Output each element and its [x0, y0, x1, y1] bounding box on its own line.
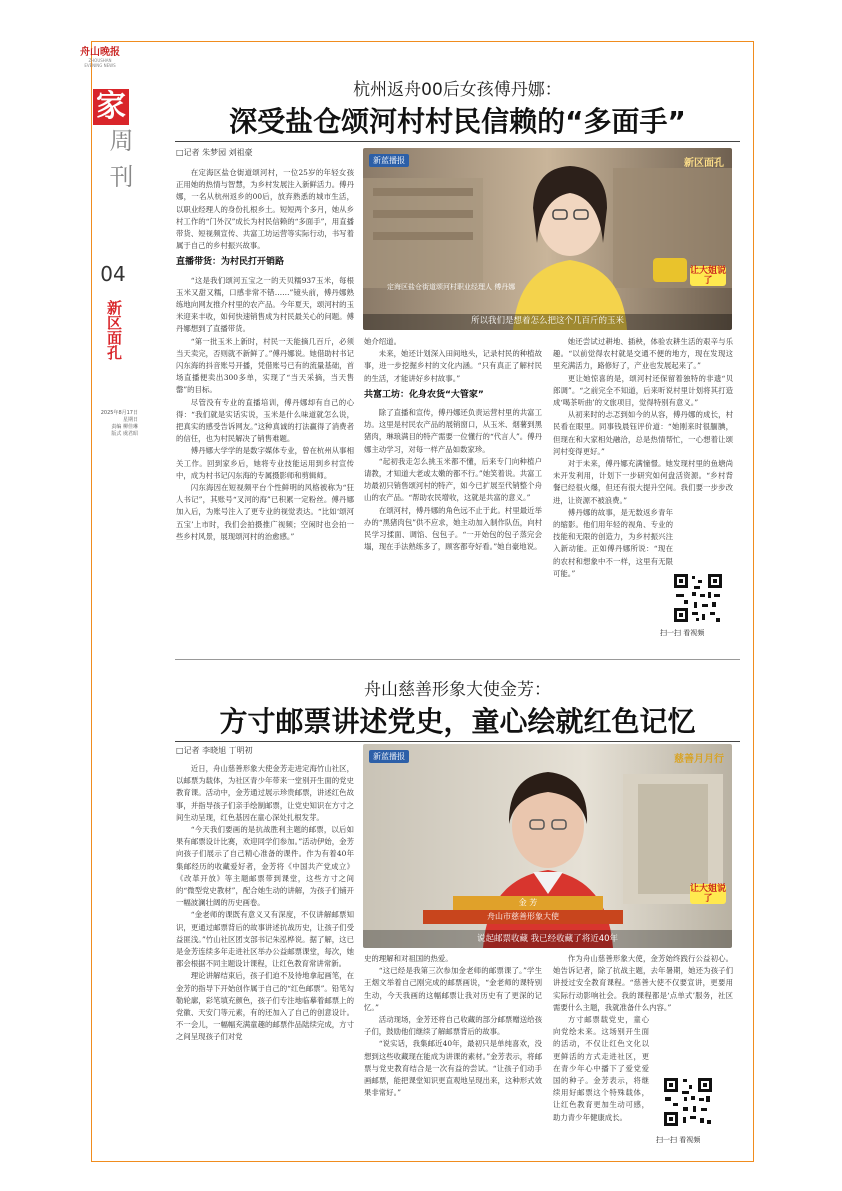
photo-tag-left: 新蓝播报	[369, 154, 409, 167]
article1-subhead-2: 共富工坊：化身农货“大管家”	[364, 389, 484, 400]
paragraph: “这已经是我第三次参加金老师的邮票课了。”学生王烟文举着自己刚完成的邮票画说，“金老师的课特别生动，今天我画的这幅邮票让我对历史有了更深的记忆。”	[364, 966, 542, 1012]
paragraph: 从初来时的忐忑到如今的从容，傅丹娜的成长，村民看在眼里。同事钱晨钰评价道：“她刚来时很腼腆，但现在和大家相处融洽，总是热情帮忙，一心想着让颂河村变得更好。”	[553, 410, 733, 456]
photo-caption-name: 定海区盐仓街道颂河村职业经理人 傅丹娜	[387, 283, 516, 291]
article2-qr-code[interactable]	[662, 1076, 714, 1128]
photo-badge: 让大姐说了	[690, 266, 727, 286]
article1-column-1	[176, 167, 354, 640]
section-label	[104, 300, 124, 360]
photo-tag-right: 慈善月月行	[674, 754, 724, 765]
paragraph: 对于未来，傅丹娜充满憧憬。她发现村里的鱼塘尚未开发利用，计划下一步研究如何盘活资源。“乡村背餐已经很火爆，但还有很大提升空间。我们要一步步改进，让资源不被浪费。”	[553, 459, 733, 505]
article2-byline: □记者 李晓旭 丁明初	[176, 746, 253, 755]
paragraph: “第一批玉米上新时，村民一天能摘几百斤，必须当天卖完，否则就不新鲜了。”傅丹娜说。她借助村书记闪东海的抖音账号开播，凭借账号已有的流量基础，首场直播便卖出300多单，实现了“当天采摘，当天售罄”的目标。	[176, 336, 354, 395]
article-separator	[175, 659, 740, 660]
paragraph: 她介绍道。	[364, 337, 401, 346]
photo-subtitle: 说起邮票收藏 我已经收藏了将近40年	[476, 934, 619, 944]
article2-kicker: 舟山慈善形象大使金芳：	[364, 680, 551, 700]
section-name	[100, 128, 133, 200]
article1-subhead-1: 直播带货：为村民打开销路	[176, 257, 285, 268]
article2-column-1	[176, 763, 354, 1146]
page-number: 04	[100, 262, 126, 286]
date-info	[90, 410, 138, 438]
newspaper-logo: 舟山晚报	[80, 47, 120, 58]
photo-subtitle: 所以我们是想着怎么把这个几百斤的玉米	[470, 316, 624, 326]
article2-qr-caption: 扫一扫 看视频	[656, 1136, 701, 1144]
article2-photo	[363, 744, 732, 948]
photo-caption-name: 金 芳	[453, 896, 603, 910]
article1-lead: 在定海区盐仓街道颂河村，一位25岁的年轻女孩正用她的热情与智慧，为乡村发展注入新鲜活力。傅丹娜，一名从杭州返乡的00后，放弃熟悉的城市生活，以职业经理人的身份扎根乡土。短短两个多月，她从乡村工作的“门外汉”成长为村民信赖的“多面手”，用直播带货、短视频宣传、共富工坊运营等实际行动，书写着属于自己的乡村振兴故事。	[176, 168, 354, 251]
date-line: 2025年8月17日	[100, 410, 138, 416]
paragraph: “起初我走怎么挑玉米都不懂，后来专门向种植户请教，才知道大老或太嫩的都不行。”她笑着说。共富工坊最初只销售颂河村的特产，如今已扩展至代销整个舟山的农产品。“帮助农民增收，这就是共富的意义。”	[364, 456, 542, 503]
paragraph: 未来，她还计划深入田间地头，记录村民的种植故事，进一步挖掘乡村的文化内涵。“只有真正了解村民的生活，才能讲好乡村故事。”	[364, 349, 542, 383]
article1-divider	[175, 141, 740, 142]
section-name-text: 周刊	[105, 128, 133, 200]
paragraph: 史的理解和对祖国的热爱。	[364, 954, 453, 963]
date-line: 版式 虞君昭	[111, 431, 138, 437]
article1-qr-code[interactable]	[672, 572, 724, 624]
article2-headline: 方寸邮票讲述党史，童心绘就红色记忆	[219, 705, 696, 738]
paragraph: “今天我们要画的是抗战胜利主题的邮票，以后如果有邮票设计比赛，欢迎同学们参加。”活动伊始，金芳向孩子们展示了自己精心准备的课件。作为有着40年集邮经历的收藏爱好者，金芳将《中国共产党成立》《改革开放》等主题邮票带到课堂，这些方寸之间的“微型党史教材”，配合她生动的讲解，为孩子们铺开一幅波澜壮阔的历史画卷。	[176, 825, 354, 908]
paragraph: “说实话，我集邮近40年，最初只是单纯喜欢，没想到这些收藏现在能成为讲课的素材。”金芳表示，将邮票与党史教育结合是一次有益的尝试。“让孩子们动手画邮票，能把课堂知识更直观地呈现出来，这种形式效果非常好。”	[364, 1039, 542, 1098]
paragraph: 更让她惊喜的是，颂河村还保留着独特的非遗“贝郎调”。“之前完全不知道，后来听说村里计划将其打造成‘喝茶听曲’的文旅项目，觉得特别有意义。”	[553, 373, 733, 408]
article1-byline: □记者 朱梦园 刘祖豪	[176, 148, 253, 157]
article1-headline: 深受盐仓颂河村村民信赖的“多面手”	[229, 105, 686, 138]
article1-column-2	[364, 336, 542, 640]
paragraph: 活动现场，金芳还将自己收藏的部分邮票赠送给孩子们，鼓励他们继续了解邮票背后的故事。	[364, 1015, 542, 1037]
qr-code-icon	[662, 1076, 714, 1128]
article2-column-2	[364, 953, 542, 1146]
paragraph: 她还尝试过耕地、插秧，体验农耕生活的艰辛与乐趣。“以前觉得农村就是交通不便的地方，现在发现这里充满活力，路修好了，产业也发展起来了。”	[553, 337, 733, 371]
paragraph: 闪东海因在短视频平台个性鲜明的风格被称为“狂人书记”，其账号“叉河的海”已积累一定粉丝。傅丹娜加入后，为账号注入了更专业的视觉表达。“比如‘颂河五宝’上市时，我们会拍摄推广视频；空闲时也会拍一些乡村风景，展现颂河村的治愈感。”	[176, 483, 354, 541]
section-label-text: 新区面孔	[105, 300, 123, 360]
article1-qr-caption: 扫一扫 看视频	[660, 629, 705, 637]
photo-tag-left: 新蓝播报	[369, 750, 409, 763]
article1-kicker: 杭州返舟00后女孩傅丹娜：	[353, 80, 562, 100]
photo-badge: 让大姐说了	[690, 884, 727, 904]
photo-tag-right: 新区面孔	[684, 158, 724, 169]
paragraph: “金老师的课既有意义又有深度，不仅讲解邮票知识，更通过邮票背后的故事讲述抗战历史，让孩子们受益匪浅。”竹山社区团支部书记朱泓桦说。据了解，这已是金芳连续多年走进社区举办公益邮票课堂，每次，她都会根据不同主题设计课程，让红色教育常讲常新。	[176, 910, 354, 969]
qr-code-icon	[672, 572, 724, 624]
paragraph: 尽管没有专业的直播培训，傅丹娜却有自己的心得：“我们就是实话实说，玉米是什么味道就怎么说，把真实的感受告诉网友。”这种真诚的打法赢得了消费者的信任，也为村民解决了销售难题。	[176, 397, 354, 444]
section-badge: 家	[93, 89, 129, 125]
paragraph: 理论讲解结束后，孩子们迫不及待地拿起画笔，在金芳的指导下开始创作属于自己的“红色邮票”。铅笔勾勒轮廓，彩笔填充颜色，孩子们专注地临摹着邮票上的党徽、天安门等元素，有的还加入了自己的创意设计。不一会儿，一幅幅充满童趣的邮票作品陆续完成，方寸之间呈现孩子们对党	[176, 971, 354, 1042]
paragraph: “这是我们颂河五宝之一的天贝糯937玉米，每根玉米又甜又糯，口感非常不错……”镜头前，傅丹娜熟练地向网友推介村里的农产品。今年夏天，颂河村的玉米迎来丰收，如何快速销售成为村民最关心的问题。傅丹娜想到了直播带货。	[176, 275, 354, 334]
paragraph: 近日，舟山慈善形象大使金芳走进定海竹山社区，以邮票为载体，为社区青少年带来一堂别开生面的党史教育课。活动中，金芳通过展示珍贵邮票，讲述红色故事，并指导孩子们亲手绘制邮票，让党史知识在方寸之间生动呈现，红色基因在童心深处扎根发芽。	[176, 764, 354, 822]
paragraph: 作为舟山慈善形象大使，金芳始终践行公益初心。她告诉记者，除了抗战主题，去年暑期，她还为孩子们讲授过安全教育课程。“慈善大使不仅要宣讲，更要用实际行动影响社会。我的课程都是‘点单式’服务，社区需要什么主题，我就准备什么内容。”	[553, 954, 733, 1012]
paragraph: 方寸邮票载党史，童心向党绘未来。这场别开生面的活动，不仅让红色文化以更鲜活的方式走进社区，更在青少年心中播下了爱党爱国的种子。金芳表示，将继续用好邮票这个特殊载体，让红色教育更加生动可感，助力青少年健康成长。	[553, 1015, 649, 1122]
paragraph: 在颂河村，傅丹娜的角色远不止于此。村里最近举办的“黑猪肉包”供不应求，她主动加入制作队伍，向村民学习揉面、调馅、包包子。“一开始包的包子蒸完会塌，现在手法熟练多了，顾客都夸好看。”她自豪地说。	[364, 505, 542, 552]
paragraph: 傅丹娜的故事，是无数返乡青年的缩影。他们用年轻的视角、专业的技能和无限的创造力，为乡村振兴注入新动能。正如傅丹娜所说：“现在的农村和想象中不一样，这里有无限可能。”	[553, 507, 673, 578]
paragraph: 除了直播和宣传，傅丹娜还负责运营村里的共富工坊。这里是村民农产品的展销窗口，从玉米、烟薯到黑猪肉，琳琅满目的特产需要一位懂行的“代言人”。傅丹娜主动学习，对每一样产品如数家珍。	[364, 408, 542, 454]
article1-photo-image	[363, 148, 732, 330]
date-line: 星期日	[122, 417, 138, 423]
date-line: 责编 柳佳琳	[111, 424, 138, 430]
paragraph: 傅丹娜大学学的是数字媒体专业，曾在杭州从事相关工作。回到家乡后，她将专业技能运用到乡村宣传中，成为村书记闪东海的专属摄影师和剪辑师。	[176, 446, 354, 480]
photo-caption-title: 舟山市慈善形象大使	[423, 910, 623, 924]
newspaper-logo-sub: ZHOUSHAN EVENING NEWS	[84, 58, 116, 68]
article1-photo	[363, 148, 732, 330]
article2-divider	[175, 741, 740, 742]
